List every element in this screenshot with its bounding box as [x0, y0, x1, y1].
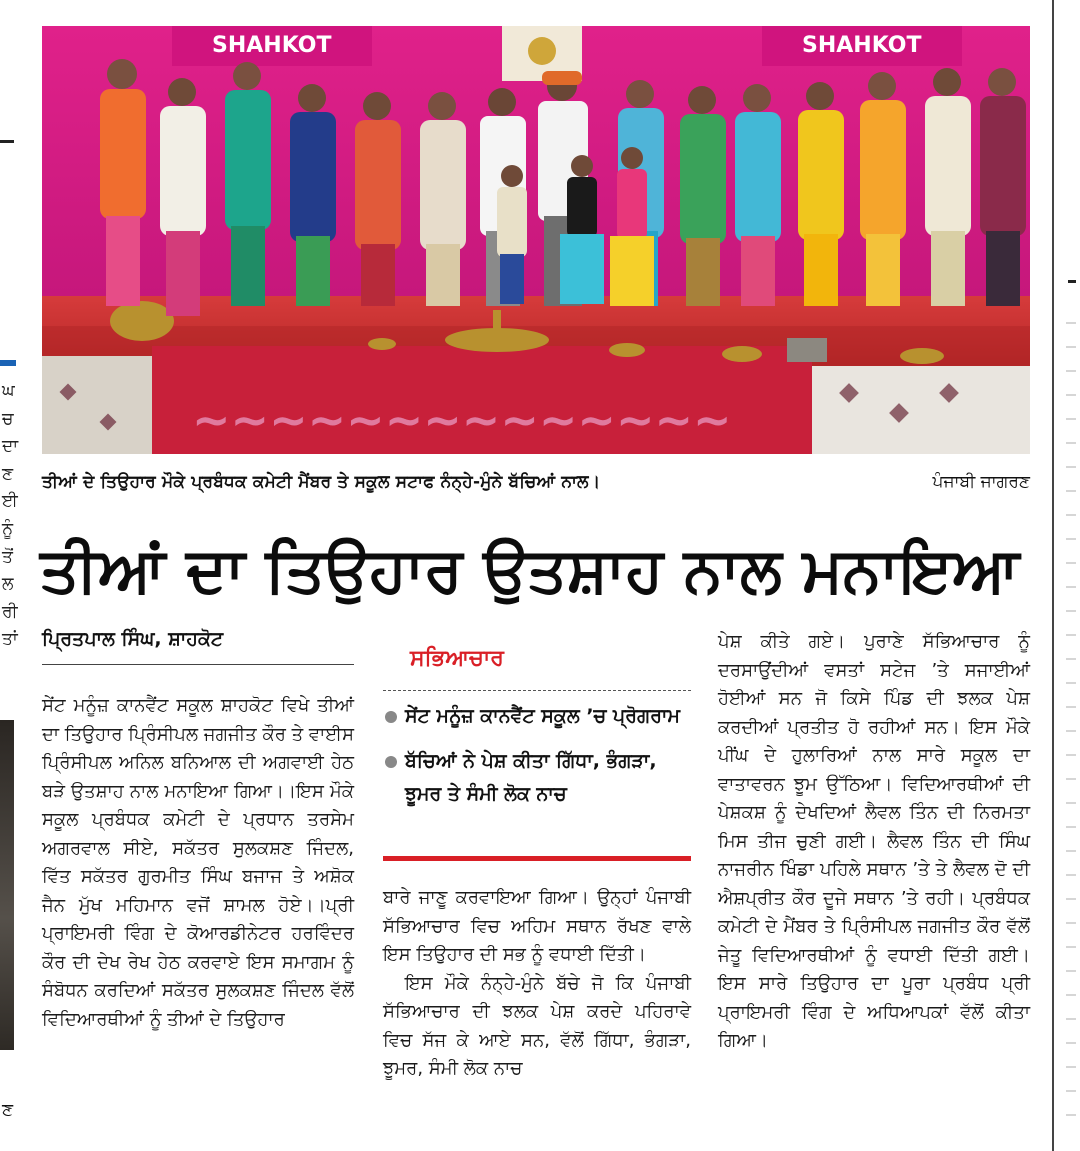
adjacent-char: ਈ: [2, 491, 18, 512]
body-column-1: [42, 692, 354, 1034]
article-photo: [42, 26, 1030, 454]
adjacent-char: ਣ: [2, 1100, 14, 1120]
adjacent-char: ਦਾ: [2, 436, 19, 457]
body-column-3: [718, 628, 1030, 1056]
body-paragraph: ਸੇਂਟ ਮਨੂੰਜ਼ ਕਾਨਵੈਂਟ ਸਕੂਲ ਸ਼ਾਹਕੋਟ ਵਿਖੇ ਤੀਆਂ ਦਾ ਤਿਉਹਾਰ ਪ੍ਰਿੰਸੀਪਲ ਜਗਜੀਤ ਕੌਰ ਤੇ ਵਾਈਸ ਪ੍ਰਿੰਸੀਪਲ ਅਨਿਲ ਬਨਿਆਲ ਦੀ ਅਗਵਾਈ ਹੇਠ ਬੜੇ ਉਤਸ਼ਾਹ ਨਾਲ ਮਨਾਇਆ ਗਿਆ।।ਇਸ ਮੌਕੇ ਸਕੂਲ ਪ੍ਰਬੰਧਕ ਕਮੇਟੀ ਦੇ ਪ੍ਰਧਾਨ ਤਰਸੇਮ ਅਗਰਵਾਲ ਸੀਏ, ਸਕੱਤਰ ਸੁਲਕਸ਼ਣ ਜਿੰਦਲ, ਵਿੱਤ ਸਕੱਤਰ ਗੁਰਮੀਤ ਸਿੰਘ ਬਜਾਜ ਤੇ ਅਸ਼ੋਕ ਜੈਨ ਮੁੱਖ ਮਹਿਮਾਨ ਵਜੋਂ ਸ਼ਾਮਲ ਹੋਏ।।ਪ੍ਰੀ ਪ੍ਰਾਇਮਰੀ ਵਿੰਗ ਦੇ ਕੋਆਰਡੀਨੇਟਰ ਹਰਵਿੰਦਰ ਕੌਰ ਦੀ ਦੇਖ ਰੇਖ ਹੇਠ ਕਰਵਾਏ ਇਸ ਸਮਾਗਮ ਨੂੰ ਸੰਬੋਧਨ ਕਰਦਿਆਂ ਸਕੱਤਰ ਸੁਲਕਸ਼ਣ ਜਿੰਦਲ ਵੱਲੋਂ ਵਿਦਿਆਰਥੀਆਂ ਨੂੰ ਤੀਆਂ ਦੇ ਤਿਉਹਾਰ: [42, 695, 354, 1030]
highlights-list: [383, 700, 691, 823]
adjacent-text-fragments: [2, 378, 20, 654]
adjacent-char: ਣ: [2, 463, 14, 484]
adjacent-char: ਲ: [2, 574, 14, 595]
body-paragraph: ਇਸ ਮੌਕੇ ਨੰਨ੍ਹੇ-ਮੁੰਨੇ ਬੱਚੇ ਜੋ ਕਿ ਪੰਜਾਬੀ ਸੱਭਿਆਚਾਰ ਦੀ ਝਲਕ ਪੇਸ਼ ਕਰਦੇ ਪਹਿਰਾਵੇ ਵਿਚ ਸੱਜ ਕੇ ਆਏ ਸਨ, ਵੱਲੋਂ ਗਿੱਧਾ, ਭੰਗੜਾ, ਝੂਮਰ, ਸੰਮੀ ਲੋਕ ਨਾਚ: [383, 972, 691, 1079]
adjacent-photo: [0, 720, 14, 1050]
adjacent-dash: [1068, 280, 1076, 283]
byline: ਪ੍ਰਿਤਪਾਲ ਸਿੰਘ, ਸ਼ਾਹਕੋਟ: [42, 628, 224, 650]
photo-caption: ਤੀਆਂ ਦੇ ਤਿਉਹਾਰ ਮੌਕੇ ਪ੍ਰਬੰਧਕ ਕਮੇਟੀ ਮੈਂਬਰ ਤੇ ਸਕੂਲ ਸਟਾਫ ਨੰਨ੍ਹੇ-ਮੁੰਨੇ ਬੱਚਿਆਂ ਨਾਲ।: [42, 472, 601, 492]
highlight-item: [383, 700, 691, 733]
adjacent-dash: [0, 140, 14, 143]
adjacent-char: ਤਾਂ: [2, 629, 18, 650]
body-paragraph: ਪੇਸ਼ ਕੀਤੇ ਗਏ। ਪੁਰਾਣੇ ਸੱਭਿਆਚਾਰ ਨੂੰ ਦਰਸਾਉਂਦੀਆਂ ਵਸਤਾਂ ਸਟੇਜ ’ਤੇ ਸਜਾਈਆਂ ਹੋਈਆਂ ਸਨ ਜੋ ਕਿਸੇ ਪਿੰਡ ਦੀ ਝਲਕ ਪੇਸ਼ ਕਰਦੀਆਂ ਪ੍ਰਤੀਤ ਹੋ ਰਹੀਆਂ ਸਨ। ਇਸ ਮੌਕੇ ਪੀਂਘ ਦੇ ਹੁਲਾਰਿਆਂ ਨਾਲ ਸਾਰੇ ਸਕੂਲ ਦਾ ਵਾਤਾਵਰਨ ਝੂਮ ਉੱਠਿਆ। ਵਿਦਿਆਰਥੀਆਂ ਦੀ ਪੇਸ਼ਕਸ਼ ਨੂੰ ਦੇਖਦਿਆਂ ਲੈਵਲ ਤਿੰਨ ਦੀ ਨਿਰਮਤਾ ਮਿਸ ਤੀਜ ਚੁਣੀ ਗਈ। ਲੈਵਲ ਤਿੰਨ ਦੀ ਸਿੰਘ ਨਾਜਰੀਨ ਖਿੰਡਾ ਪਹਿਲੇ ਸਥਾਨ ’ਤੇ ਤੇ ਲੈਵਲ ਦੋ ਦੀ ਐਸ਼ਪ੍ਰੀਤ ਕੌਰ ਦੂਜੇ ਸਥਾਨ ’ਤੇ ਰਹੀ। ਪ੍ਰਬੰਧਕ ਕਮੇਟੀ ਦੇ ਮੈਂਬਰ ਤੇ ਪ੍ਰਿੰਸੀਪਲ ਜਗਜੀਤ ਕੌਰ ਵੱਲੋਂ ਜੇਤੂ ਵਿਦਿਆਰਥੀਆਂ ਨੂੰ ਵਧਾਈ ਦਿੱਤੀ ਗਈ। ਇਸ ਸਾਰੇ ਤਿਉਹਾਰ ਦਾ ਪੂਰਾ ਪ੍ਰਬੰਧ ਪ੍ਰੀ ਪ੍ਰਾਇਮਰੀ ਵਿੰਗ ਦੇ ਅਧਿਆਪਕਾਂ ਵੱਲੋਂ ਕੀਤਾ ਗਿਆ।: [718, 631, 1030, 1051]
adjacent-char: ਘ: [2, 381, 15, 401]
adjacent-article-edge-right: [1066, 300, 1076, 1120]
highlights-bottom-rule: [383, 856, 691, 861]
highlight-text: ਸੇਂਟ ਮਨੂੰਜ਼ ਕਾਨਵੈਂਟ ਸਕੂਲ ’ਚ ਪ੍ਰੋਗਰਾਮ: [405, 705, 680, 727]
svg-text:~~~~~~~~~~~~~~: ~~~~~~~~~~~~~~: [192, 393, 732, 447]
byline-rule: [42, 664, 354, 665]
body-paragraph: ਬਾਰੇ ਜਾਣੂ ਕਰਵਾਇਆ ਗਿਆ। ਉਨ੍ਹਾਂ ਪੰਜਾਬੀ ਸੱਭਿਆਚਾਰ ਵਿਚ ਅਹਿਮ ਸਥਾਨ ਰੱਖਣ ਵਾਲੇ ਇਸ ਤਿਉਹਾਰ ਦੀ ਸਭ ਨੂੰ ਵਧਾਈ ਦਿੱਤੀ।: [383, 887, 691, 965]
adjacent-char: ਤੋਂ: [2, 546, 13, 567]
photo-credit: ਪੰਜਾਬੀ ਜਾਗਰਣ: [932, 472, 1030, 492]
adjacent-article-edge: [0, 0, 22, 1151]
body-column-2: [383, 884, 691, 1084]
bullet-icon: [385, 756, 397, 768]
highlight-text: ਬੱਚਿਆਂ ਨੇ ਪੇਸ਼ ਕੀਤਾ ਗਿੱਧਾ, ਭੰਗੜਾ, ਝੂਮਰ ਤੇ ਸੰਮੀ ਲੋਕ ਨਾਚ: [405, 750, 657, 805]
adjacent-char: ਨੂੰ: [2, 518, 14, 539]
banner-text: SHAHKOT: [212, 33, 332, 58]
banner-text: SHAHKOT: [802, 33, 922, 58]
highlights-top-rule: [383, 690, 691, 691]
highlight-item: [383, 745, 691, 811]
bullet-icon: [385, 711, 397, 723]
column-rule: [1052, 0, 1054, 1151]
section-kicker: ਸਭਿਆਚਾਰ: [410, 646, 504, 671]
headline: ਤੀਆਂ ਦਾ ਤਿਉਹਾਰ ਉਤਸ਼ਾਹ ਨਾਲ ਮਨਾਇਆ: [40, 533, 1019, 606]
adjacent-blue-bar: [0, 360, 16, 366]
adjacent-char: ਚ: [2, 408, 14, 429]
adjacent-char: ਰੀ: [2, 601, 18, 622]
